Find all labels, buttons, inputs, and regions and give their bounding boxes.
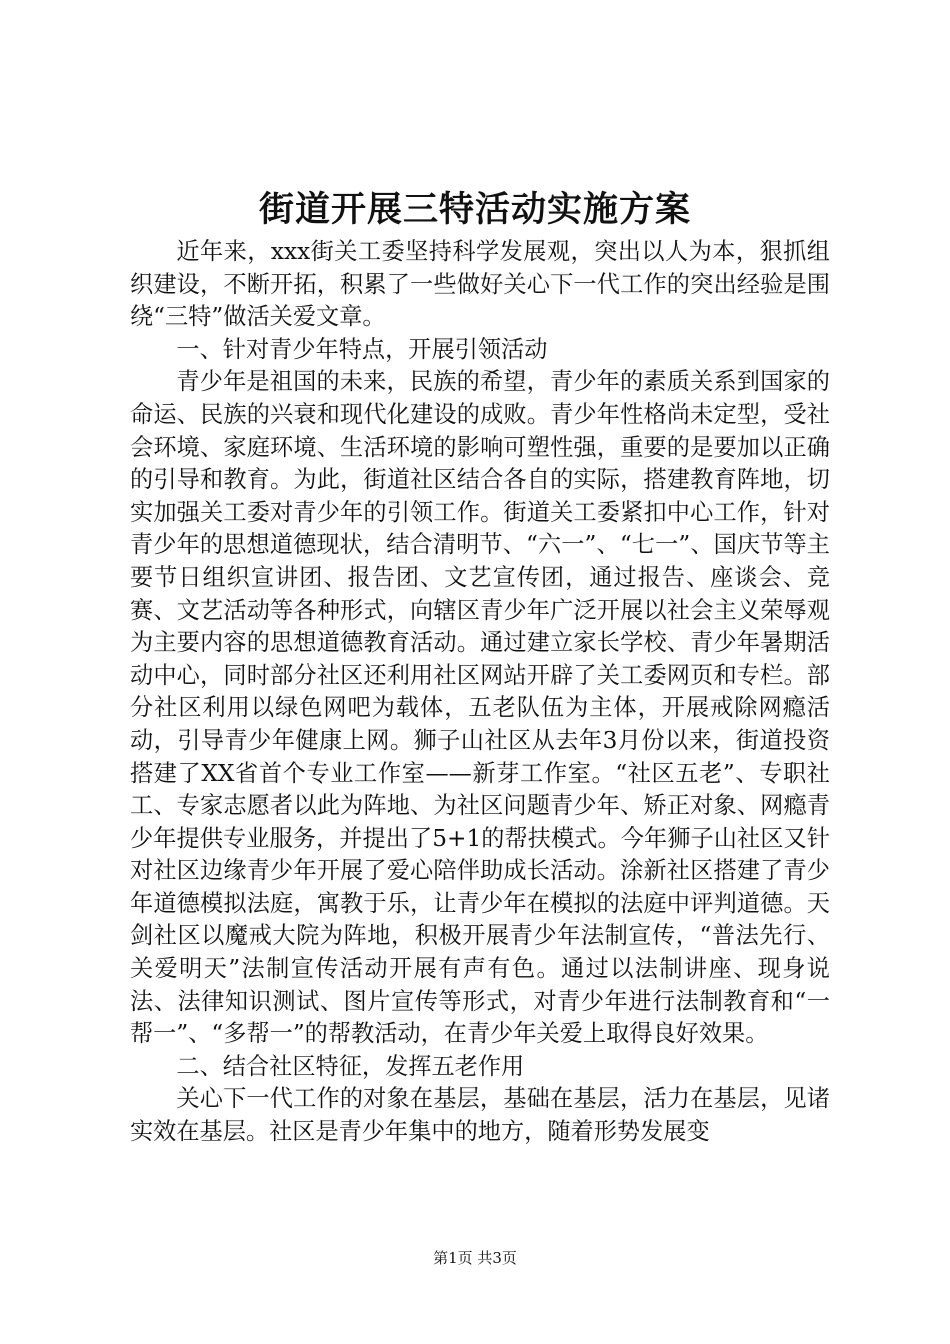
paragraph-section-1: 青少年是祖国的未来，民族的希望，青少年的素质关系到国家的命运、民族的兴衰和现代化建设的成败。青少年性格尚未定型，受社会环境、家庭环境、生活环境的影响可塑性强，重要的是要加以正确的引导和教育。为此，街道社区结合各自的实际，搭建教育阵地，切实加强关工委对青少年的引领工作。街道关工委紧扣中心工作，针对青少年的思想道德现状，结合清明节、“六一”、“七一”、国庆节等主要节日组织宣讲团、报告团、文艺宣传团，通过报告、座谈会、竞赛、文艺活动等各种形式，向辖区青少年广泛开展以社会主义荣辱观为主要内容的思想道德教育活动。通过建立家长学校、青少年暑期活动中心，同时部分社区还利用社区网站开辟了关工委网页和专栏。部分社区利用以绿色网吧为载体，五老队伍为主体，开展戒除网瘾活动，引导青少年健康上网。狮子山社区从去年3月份以来，街道投资搭建了XX省首个专业工作室——新芽工作室。“社区五老”、专职社工、专家志愿者以此为阵地、为社区问题青少年、矫正对象、网瘾青少年提供专业服务，并提出了5+1的帮扶模式。今年狮子山社区又针对社区边缘青少年开展了爱心陪伴助成长活动。涂新社区搭建了青少年道德模拟法庭，寓教于乐，让青少年在模拟的法庭中评判道德。天剑社区以魔戒大院为阵地，积极开展青少年法制宣传，“普法先行、关爱明天”法制宣传活动开展有声有色。通过以法制讲座、现身说法、法律知识测试、图片宣传等形式，对青少年进行法制教育和“一帮一”、“多帮一”的帮教活动，在青少年关爱上取得良好效果。	[130, 368, 830, 1048]
section-heading-1: 一、针对青少年特点，开展引领活动	[176, 335, 548, 363]
page-footer: 第1页 共3页	[433, 1249, 517, 1267]
document-body	[130, 236, 830, 1149]
paragraph-intro: 近年来，xxx街关工委坚持科学发展观，突出以人为本，狠抓组织建设，不断开拓，积累了一些做好关心下一代工作的突出经验是围绕“三特”做活关爱文章。	[130, 238, 830, 331]
section-heading-2: 二、结合社区特征，发挥五老作用	[176, 1052, 525, 1080]
paragraph-section-2: 关心下一代工作的对象在基层，基础在基层，活力在基层，见诸实效在基层。社区是青少年集中的地方，随着形势发展变	[130, 1085, 830, 1146]
document-title: 街道开展三特活动实施方案	[258, 189, 691, 230]
